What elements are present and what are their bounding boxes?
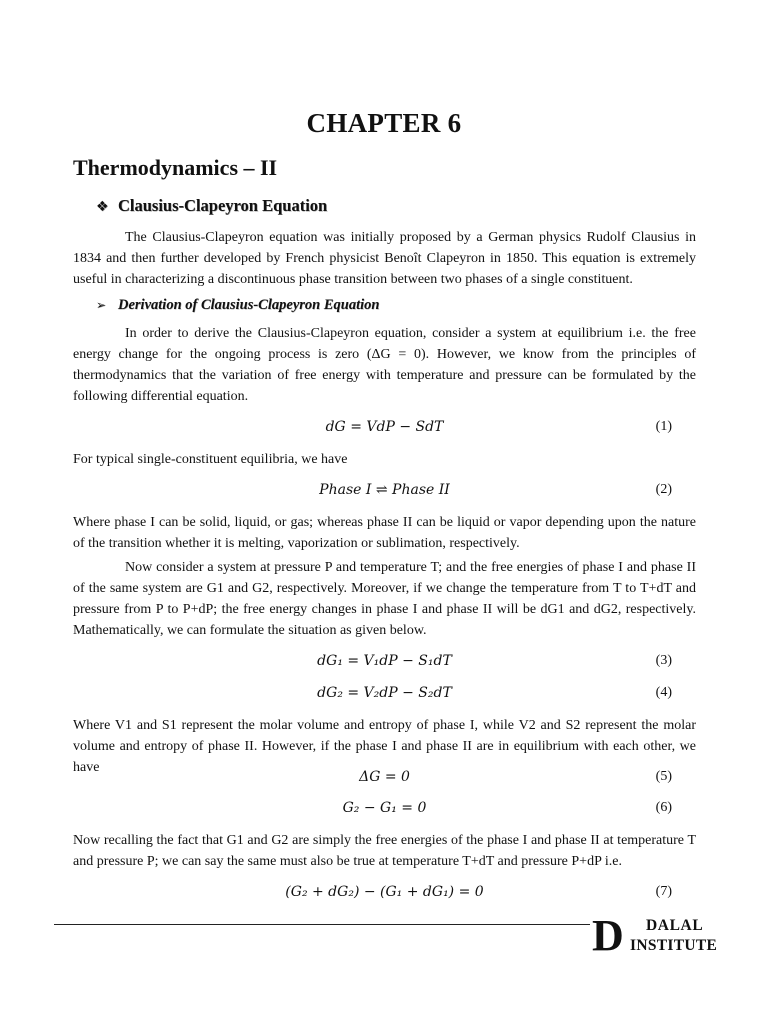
logo-text-institute: INSTITUTE xyxy=(630,937,718,954)
equation-5-number: (5) xyxy=(655,769,672,784)
chapter-title: CHAPTER 6 xyxy=(306,108,462,138)
derivation-heading xyxy=(96,297,379,314)
equation-7-number: (7) xyxy=(655,884,672,899)
typical-paragraph: For typical single-constituent equilibria, we have xyxy=(73,452,348,467)
footer-divider xyxy=(54,924,590,925)
derivation-title: Derivation of Clausius-Clapeyron Equation xyxy=(118,297,380,313)
molar-volume-paragraph: Where V1 and S1 represent the molar volume and entropy of phase I, while V2 and S2 represent the molar volume and entropy of phase II. However, if the phase I and phase II are in equilibrium with each other, we have xyxy=(73,718,696,775)
equation-6-expression: G₂ − G₁ = 0 xyxy=(342,800,427,816)
consider-paragraph: Now consider a system at pressure P and temperature T; and the free energies of phase I and phase II of the same system are G1 and G2, respectively. Moreover, if we change the temperature from T to T+dT and pressure from P to P+dP; the free energy changes in phase I and phase II will be dG1 and dG2, respectively. Mathematically, we can formulate the situation as given below. xyxy=(73,560,696,638)
dalal-logo-mark: D xyxy=(592,911,624,960)
section-title: Thermodynamics – II xyxy=(73,155,278,180)
equation-5 xyxy=(73,769,696,789)
equation-2-number: (2) xyxy=(655,482,672,497)
phase-paragraph: Where phase I can be solid, liquid, or gas; whereas phase II can be liquid or vapor depending upon the nature of the transition whether it is melting, vaporization or sublimation, respectively. xyxy=(73,515,696,551)
equation-2-expression: Phase I ⇌ Phase II xyxy=(319,482,450,498)
equation-2 xyxy=(73,482,696,502)
equation-5-expression: ΔG = 0 xyxy=(359,769,410,785)
equation-4-number: (4) xyxy=(655,685,672,700)
equation-6-number: (6) xyxy=(655,800,672,815)
intro-paragraph: The Clausius-Clapeyron equation was initially proposed by a German physics Rudolf Clausius in 1834 and then further developed by French physicist Benoît Clapeyron in 1850. This equation is extremely useful in characterizing a discontinuous phase transition between two phases of a single constituent. xyxy=(73,230,696,287)
equation-4-expression: dG₂ = V₂dP − S₂dT xyxy=(317,685,452,701)
equation-4 xyxy=(73,685,696,705)
diamond-bullet-icon: ❖ xyxy=(96,199,109,215)
arrow-bullet-icon: ➢ xyxy=(96,298,107,312)
equation-3-expression: dG₁ = V₁dP − S₁dT xyxy=(317,653,452,669)
equation-1-number: (1) xyxy=(655,419,672,434)
logo-text-dalal: DALAL xyxy=(646,917,704,934)
equation-6 xyxy=(73,800,696,820)
recall-paragraph: Now recalling the fact that G1 and G2 are simply the free energies of the phase I and phase II at temperature T and pressure P; we can say the same must also be true at temperature T+dT and pressure P+dP i.e. xyxy=(73,833,696,869)
equation-1-expression: dG = VdP − SdT xyxy=(325,419,444,435)
equation-7 xyxy=(73,884,696,904)
equation-3 xyxy=(73,653,696,673)
derivation-paragraph: In order to derive the Clausius-Clapeyron equation, consider a system at equilibrium i.e. the free energy change for the ongoing process is zero (ΔG = 0). However, we know from the principles of thermodynamics that the variation of free energy with temperature and pressure can be formulated by the following differential equation. xyxy=(73,326,696,404)
subsection-heading xyxy=(96,196,327,216)
equation-7-expression: (G₂ + dG₂) − (G₁ + dG₁) = 0 xyxy=(285,884,484,900)
equation-1 xyxy=(73,419,696,439)
subsection-title: Clausius-Clapeyron Equation xyxy=(118,196,328,215)
equation-3-number: (3) xyxy=(655,653,672,668)
